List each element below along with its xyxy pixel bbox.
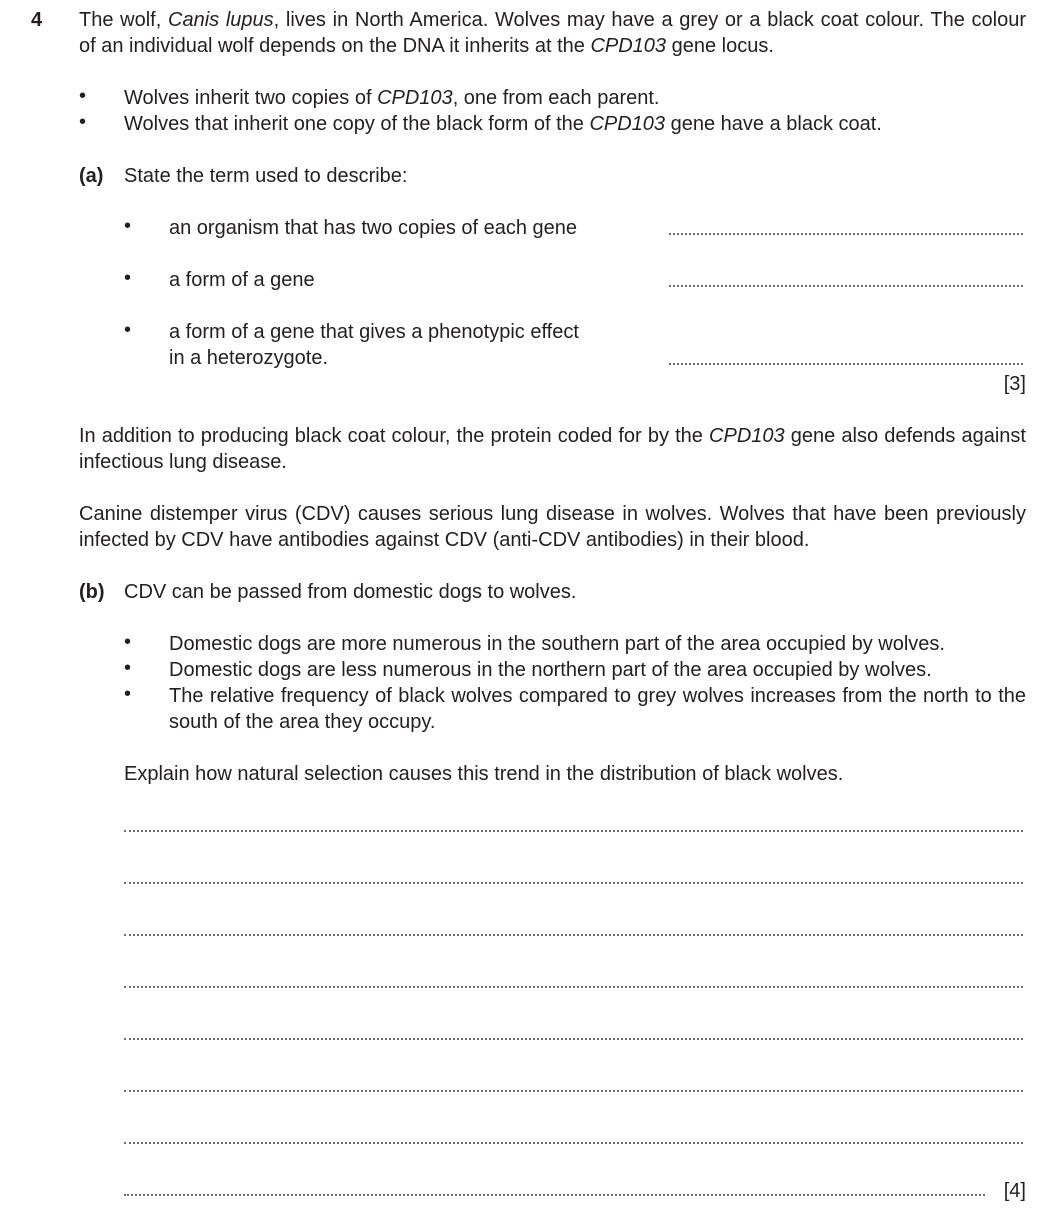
answer-line-b8[interactable] bbox=[124, 1194, 985, 1196]
answer-line-b4[interactable] bbox=[124, 986, 1023, 988]
gene-name: CPD103 bbox=[589, 113, 666, 135]
intro-text: gene locus. bbox=[666, 35, 774, 57]
answer-line-b1[interactable] bbox=[124, 830, 1023, 832]
answer-line-a1[interactable] bbox=[669, 233, 1023, 235]
part-a-bullet-2: • bbox=[124, 267, 132, 289]
context-paragraph-2: Canine distemper virus (CDV) causes serious lung disease in wolves. Wolves that have been previously infected by CDV have antibodies against CDV (anti-CDV antibodies) in their blood. bbox=[79, 503, 1026, 551]
answer-line-a3[interactable] bbox=[669, 363, 1023, 365]
part-a-item-1: an organism that has two copies of each gene bbox=[169, 217, 578, 239]
intro-paragraph bbox=[79, 7, 1026, 59]
part-a-stem: State the term used to describe: bbox=[124, 165, 408, 187]
part-a-bullet-3: • bbox=[124, 319, 132, 341]
part-b-marks: [4] bbox=[1003, 1180, 1026, 1202]
part-a-item-3: a form of a gene that gives a phenotypic effect in a heterozygote. bbox=[169, 321, 579, 369]
answer-line-b5[interactable] bbox=[124, 1038, 1023, 1040]
fact-2: Wolves that inherit one copy of the black form of the CPD103 gene have a black coat. bbox=[124, 113, 882, 135]
part-a-label: (a) bbox=[79, 165, 104, 187]
part-b-prompt: Explain how natural selection causes this trend in the distribution of black wolves. bbox=[124, 763, 844, 785]
part-b-point-2: Domestic dogs are less numerous in the northern part of the area occupied by wolves. bbox=[169, 659, 932, 681]
intro-text: , lives in North America. Wolves may have a grey or a black coat colour. The colour of an individual wolf depends on the DNA it inherits at the bbox=[79, 9, 1026, 57]
part-a-marks: [3] bbox=[1003, 373, 1026, 395]
answer-line-b2[interactable] bbox=[124, 882, 1023, 884]
answer-line-b7[interactable] bbox=[124, 1142, 1023, 1144]
question-number: 4 bbox=[31, 9, 43, 31]
part-b-point-3: The relative frequency of black wolves compared to grey wolves increases from the north to the south of the area they occupy. bbox=[169, 685, 1026, 733]
fact-bullet-2: • bbox=[79, 111, 87, 133]
part-a-bullet-1: • bbox=[124, 215, 132, 237]
intro-text: The wolf, bbox=[79, 9, 168, 31]
context-paragraph-1: In addition to producing black coat colour, the protein coded for by the CPD103 gene also defends against infectious lung disease. bbox=[79, 425, 1026, 473]
gene-name: CPD103 bbox=[590, 35, 667, 57]
species-name: Canis lupus bbox=[168, 9, 274, 31]
part-b-label: (b) bbox=[79, 581, 105, 603]
part-b-bullet-1: • bbox=[124, 631, 132, 653]
part-b-bullet-3: • bbox=[124, 683, 132, 705]
fact-1: Wolves inherit two copies of CPD103, one from each parent. bbox=[124, 87, 660, 109]
answer-line-b3[interactable] bbox=[124, 934, 1023, 936]
answer-line-b6[interactable] bbox=[124, 1090, 1023, 1092]
gene-name: CPD103 bbox=[377, 87, 453, 109]
fact-bullet-1: • bbox=[79, 85, 87, 107]
part-b-stem: CDV can be passed from domestic dogs to wolves. bbox=[124, 581, 577, 603]
gene-name: CPD103 bbox=[709, 425, 785, 447]
part-b-bullet-2: • bbox=[124, 657, 132, 679]
part-a-item-2: a form of a gene bbox=[169, 269, 315, 291]
answer-line-a2[interactable] bbox=[669, 285, 1023, 287]
part-b-point-1: Domestic dogs are more numerous in the southern part of the area occupied by wolves. bbox=[169, 633, 945, 655]
